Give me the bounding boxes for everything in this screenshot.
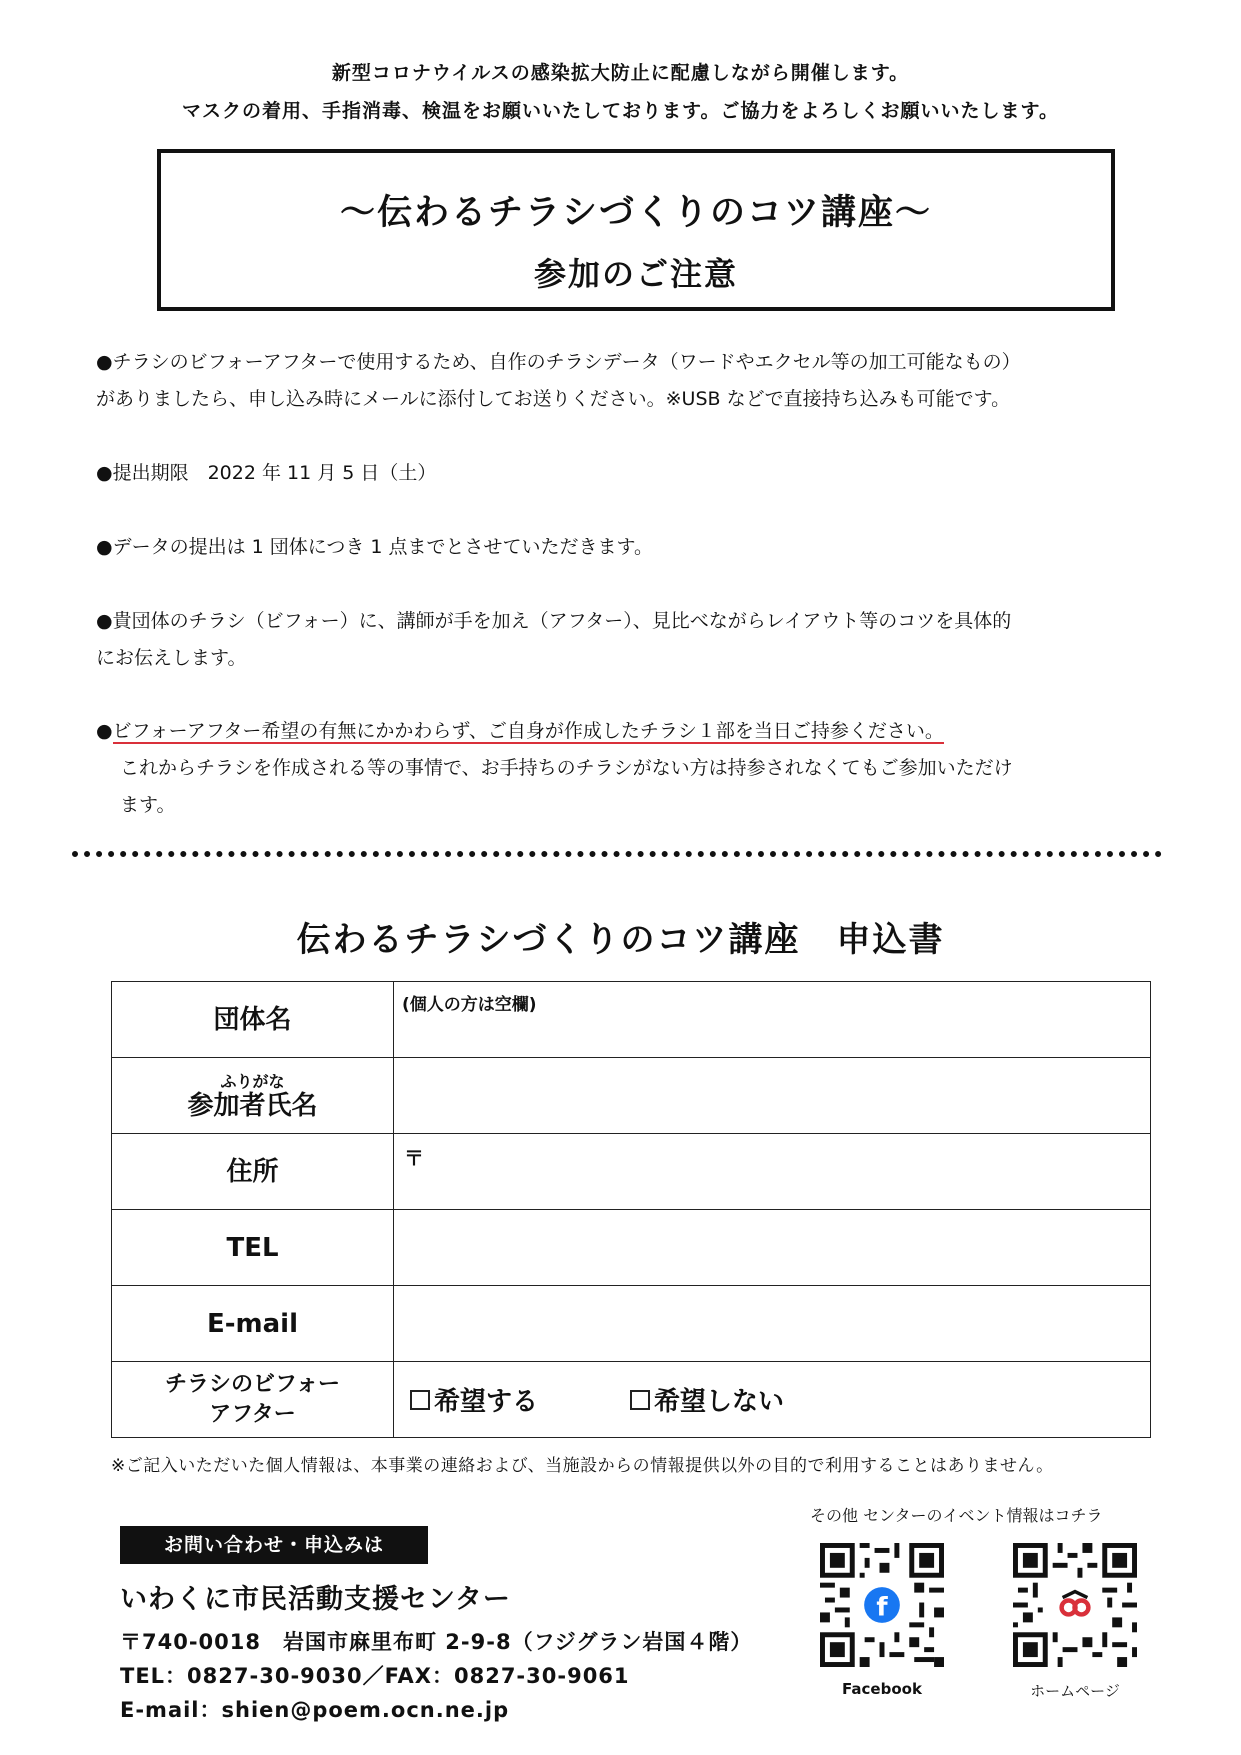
checkbox-no[interactable]: [630, 1390, 650, 1410]
bullet-1-line-1: ●チラシのビフォーアフターで使用するため、自作のチラシデータ（ワードやエクセル等の加工可能なもの）: [96, 351, 1021, 373]
email-label: E-mail: [112, 1286, 394, 1362]
bullet-5-underlined: ビフォーアフター希望の有無にかかわらず、ご自身が作成したチラシ１部を当日ご持参ください。: [112, 720, 944, 742]
tel-label: TEL: [112, 1210, 394, 1286]
svg-text:f: f: [876, 1592, 888, 1623]
name-ruby: ふりがな: [220, 1071, 285, 1091]
title-box: [157, 149, 1115, 311]
notice-line-1: 新型コロナウイルスの感染拡大防止に配慮しながら開催します。: [331, 62, 910, 84]
email-field[interactable]: [394, 1286, 1151, 1362]
option-no-label: 希望しない: [654, 1387, 785, 1417]
bullet-4-line-1: ●貴団体のチラシ（ビフォー）に、講師が手を加え（アフター）、見比べながらレイアウト等のコツを具体的: [96, 610, 1012, 632]
option-no[interactable]: [630, 1381, 784, 1418]
page-subtitle: 参加のご注意: [533, 255, 738, 293]
homepage-qr-code-icon[interactable]: [1013, 1543, 1137, 1667]
contact-address: 〒740-0018 岩国市麻里布町 2-9-8（フジグラン岩国４階）: [120, 1630, 753, 1654]
bullet-5-line-3: ます。: [120, 794, 176, 816]
address-label: 住所: [112, 1134, 394, 1210]
facebook-label: Facebook: [842, 1680, 922, 1698]
application-form: [111, 981, 1151, 1438]
checkbox-yes[interactable]: [410, 1390, 430, 1410]
bullet-deadline: ●提出期限 2022 年 11 月 5 日（土）: [96, 462, 437, 484]
form-row-address: [112, 1134, 1151, 1210]
form-row-name: [112, 1058, 1151, 1134]
contact-tel: TEL：0827-30-9030／FAX：0827-30-9061: [120, 1664, 630, 1688]
contact-badge: お問い合わせ・申込みは: [120, 1526, 428, 1564]
contact-org: いわくに市民活動支援センター: [120, 1584, 511, 1615]
form-title: 伝わるチラシづくりのコツ講座 申込書: [296, 920, 945, 960]
form-row-tel: [112, 1210, 1151, 1286]
org-note: (個人の方は空欄): [402, 995, 537, 1015]
before-after-label-line-1: チラシのビフォー: [165, 1371, 340, 1397]
privacy-note: ※ご記入いただいた個人情報は、本事業の連絡および、当施設からの情報提供以外の目的で利用することはありません。: [111, 1456, 1054, 1476]
bullet-data-submission: [96, 344, 1156, 418]
homepage-label: ホームページ: [1030, 1682, 1120, 1700]
notice-line-2: マスクの着用、手指消毒、検温をお願いいたしております。ご協力をよろしくお願いいたします。: [182, 100, 1059, 122]
before-after-label-line-2: アフター: [209, 1401, 296, 1427]
bullet-4-line-2: にお伝えします。: [96, 647, 247, 669]
before-after-label-cell: [112, 1362, 394, 1438]
postal-mark: 〒: [404, 1146, 424, 1170]
option-yes[interactable]: [410, 1381, 538, 1418]
name-label-cell: [112, 1058, 394, 1134]
facebook-qr-code-icon[interactable]: [820, 1543, 944, 1667]
bullet-description: [96, 603, 1156, 677]
form-row-email: [112, 1286, 1151, 1362]
page-title: ～伝わるチラシづくりのコツ講座～: [339, 193, 932, 233]
org-field[interactable]: [394, 982, 1151, 1058]
bullet-5-mark: ●: [96, 720, 113, 742]
qr-caption: その他 センターのイベント情報はコチラ: [810, 1506, 1103, 1525]
before-after-options: [394, 1362, 1151, 1438]
name-label: 参加者氏名: [187, 1090, 318, 1121]
contact-email[interactable]: E-mail：shien@poem.ocn.ne.jp: [120, 1698, 510, 1722]
option-yes-label: 希望する: [434, 1387, 539, 1417]
org-label: 団体名: [112, 982, 394, 1058]
address-field[interactable]: [394, 1134, 1151, 1210]
tel-field[interactable]: [394, 1210, 1151, 1286]
name-field[interactable]: [394, 1058, 1151, 1134]
form-row-org: [112, 982, 1151, 1058]
bullet-limit: ●データの提出は 1 団体につき 1 点までとさせていただきます。: [96, 536, 654, 558]
cut-line-divider: [72, 851, 1162, 857]
form-row-before-after: [112, 1362, 1151, 1438]
bullet-1-line-2: がありましたら、申し込み時にメールに添付してお送りください。※USB などで直接持ち込みも可能です。: [96, 388, 1011, 410]
bullet-bring-flyer: [96, 713, 1156, 824]
bullet-5-line-2: これからチラシを作成される等の事情で、お手持ちのチラシがない方は持参されなくてもご参加いただけ: [120, 757, 1013, 779]
